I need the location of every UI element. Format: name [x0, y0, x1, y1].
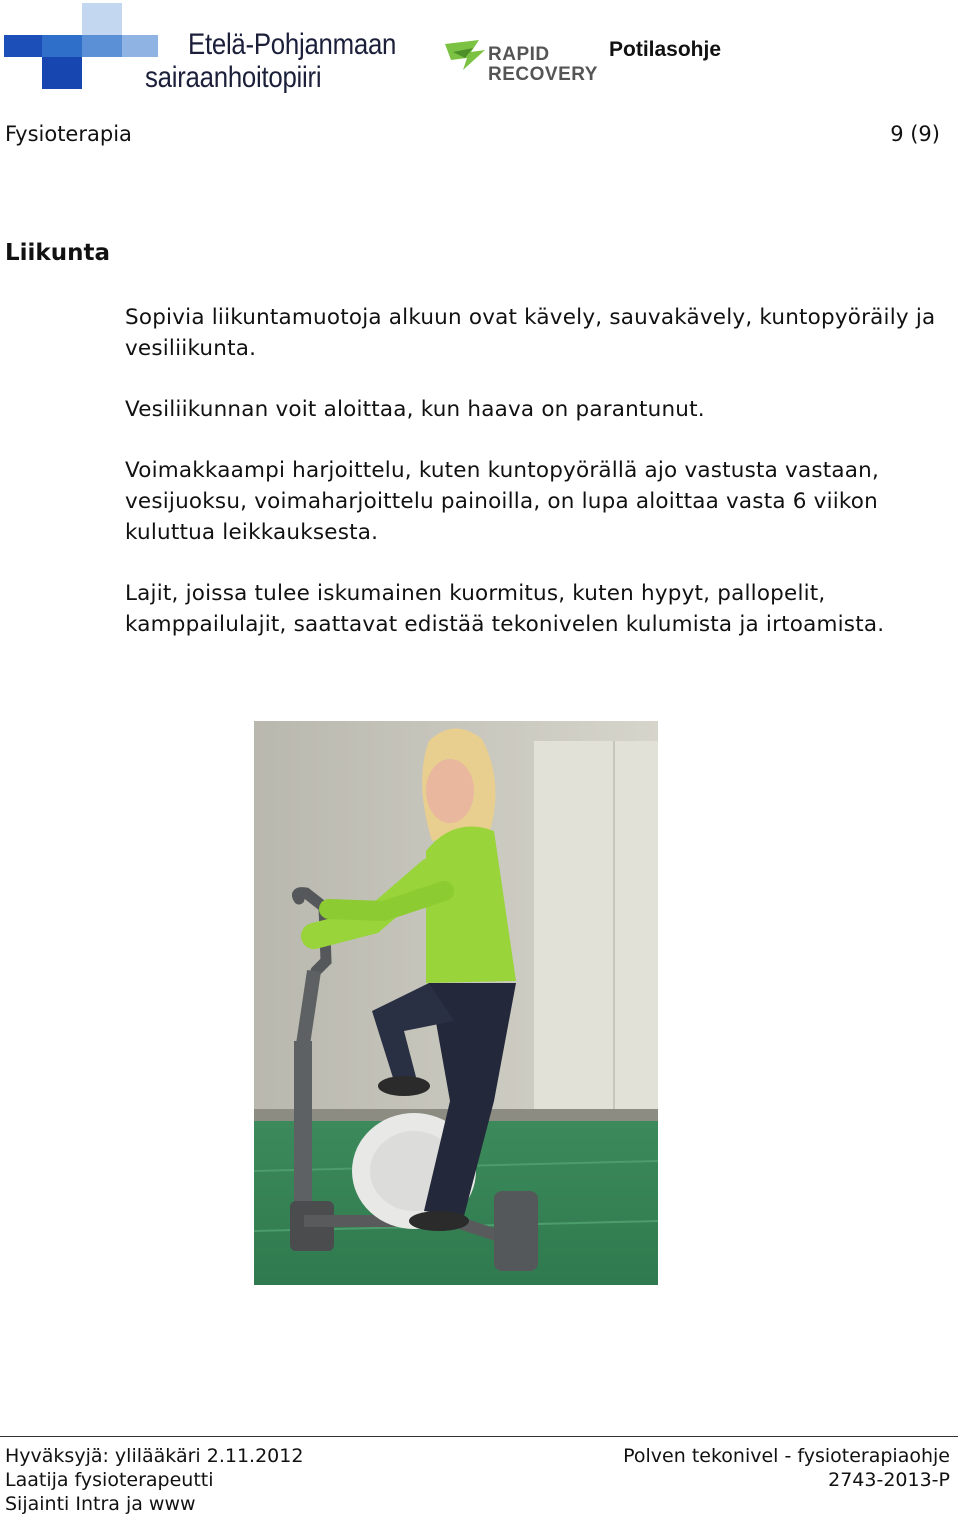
paragraph-water-exercise: Vesiliikunnan voit aloittaa, kun haava on parantunut. — [125, 397, 705, 422]
section-body — [125, 302, 940, 670]
footer-author: Laatija fysioterapeutti — [5, 1469, 214, 1491]
page-number: 9 (9) — [890, 122, 940, 146]
footer-approved: Hyväksyjä: ylilääkäri 2.11.2012 — [5, 1445, 304, 1467]
hospital-district-logo-icon — [0, 0, 165, 92]
organization-name-line2: sairaanhoitopiiri — [145, 61, 322, 94]
footer-document-title: Polven tekonivel - fysioterapiaohje — [623, 1445, 950, 1467]
section-title: Liikunta — [5, 240, 110, 266]
partner-name-line2: RECOVERY — [488, 64, 598, 85]
partner-name-line1: RAPID — [488, 44, 550, 65]
footer-left — [5, 1444, 303, 1516]
department-label: Fysioterapia — [5, 122, 132, 146]
footer-right — [623, 1444, 950, 1492]
exercise-bike-photo — [254, 721, 658, 1285]
organization-name — [145, 28, 396, 94]
document-type: Potilasohje — [609, 38, 722, 61]
footer-divider — [0, 1436, 958, 1437]
footer-location: Sijainti Intra ja www — [5, 1493, 196, 1515]
organization-name-line1: Etelä-Pohjanmaan — [188, 28, 397, 61]
paragraph-impact-sports: Lajit, joissa tulee iskumainen kuormitus, kuten hypyt, pallopelit, kamppailulajit, saattavat edistää tekonivelen kulumista ja irtoamista. — [125, 581, 885, 637]
partner-name — [488, 45, 598, 85]
paragraph-strength-training: Voimakkaampi harjoittelu, kuten kuntopyörällä ajo vastusta vastaan, vesijuoksu, voimaharjoittelu painoilla, on lupa aloittaa vasta 6 viikon kuluttua leikkauksesta. — [125, 458, 879, 545]
footer-document-code: 2743-2013-P — [828, 1469, 950, 1491]
paragraph-exercise-types: Sopivia liikuntamuotoja alkuun ovat kävely, sauvakävely, kuntopyöräily ja vesiliikunta. — [125, 305, 936, 361]
